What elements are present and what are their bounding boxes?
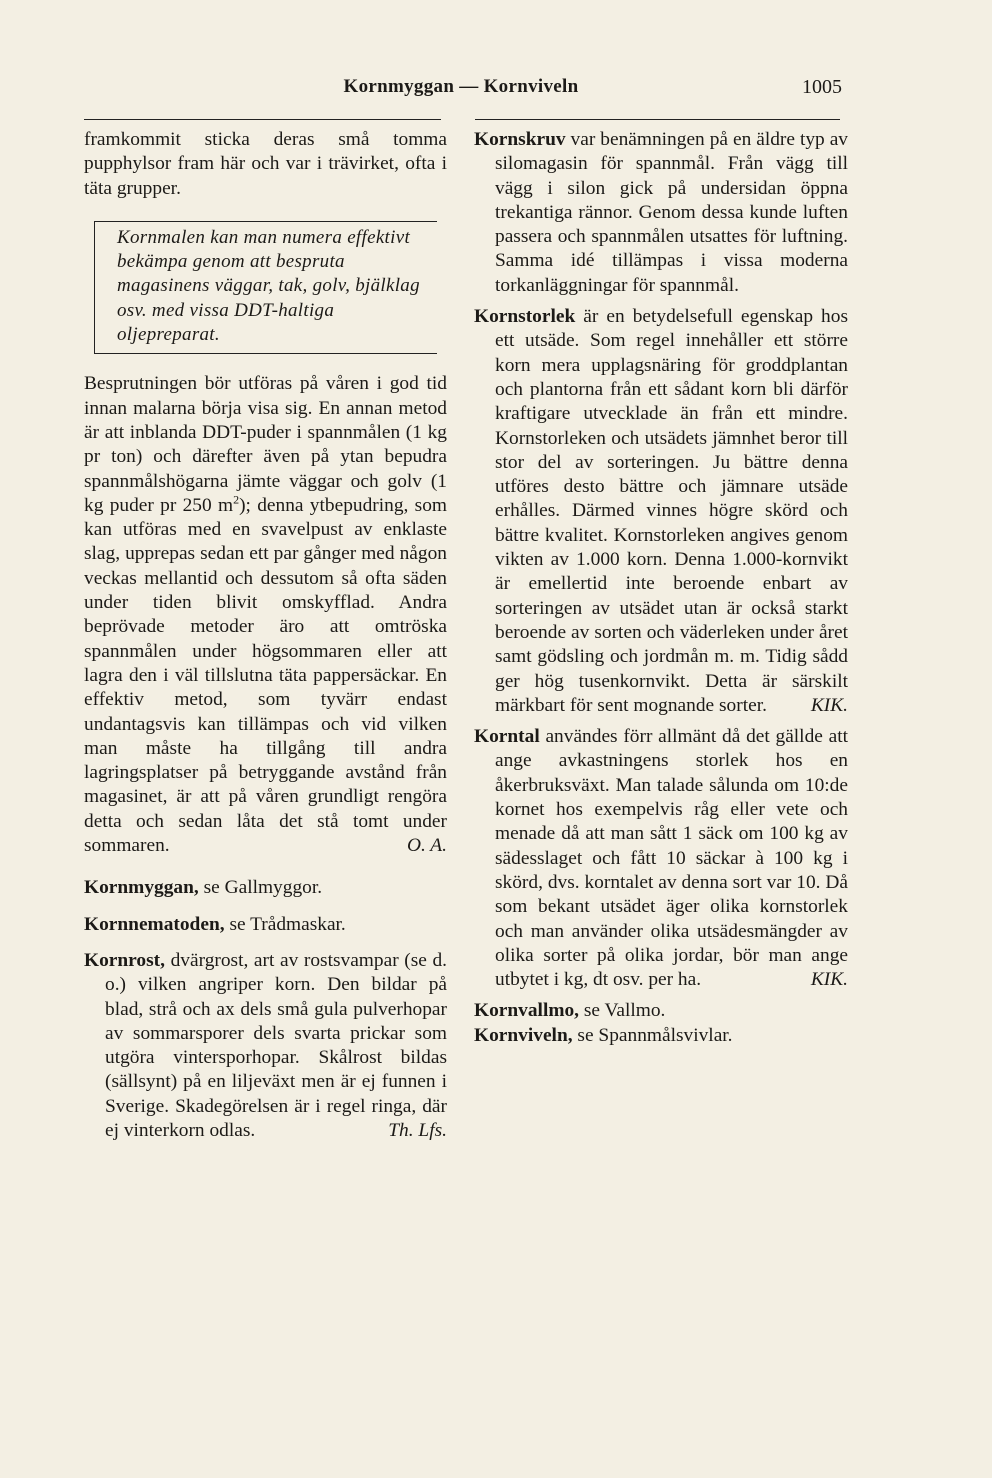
entry-kornskruv	[474, 128, 848, 298]
entry-kornnematoden	[84, 913, 447, 937]
superscript: 2	[233, 492, 240, 507]
entry-text: dvärgrost, art av rostsvampar (se d. o.) vilken angriper korn. Den bildar på blad, strå och ax dels små gula pulverhopar av sommarsporer dels svarta prickar som utgöra vintersporhopar. Skålrost bildas (sällsynt) på en liljeväxt men är ej funnen i Sverige. Skadegörelsen är i regel ringa, där ej vinterkorn odlas.	[105, 949, 447, 1141]
entry-text: användes förr allmänt då det gällde att ange avkastningens storlek hos en åkerbruksväxt. Man talade sålunda om 10:de kornet hos exempelvis råg eller vete och menade då att man sått 1 säck om 100 kg av sädesslaget och fått 10 säckar à 100 kg i skörd, dvs. korntalet av denna sort var 10. Då som bekant utsädet äger olika kornstorlek och man använder olika utsädesmängder av olika sorter på olika jordar, bör man ange utbytet i kg, dt osv. per ha.	[495, 726, 848, 991]
entry-kornrost	[84, 949, 447, 1143]
entry-term: Kornstorlek	[474, 306, 576, 328]
body-text-after-sup: ); denna ytbepudring, som kan utföras med en svavelpust av enklaste slag, upprepas sedan ett par gånger med någon veckas mellantid och dessutom så ofta säden under tiden blivit omskyfflad. Andra beprövade metoder äro att omtröska spannmålen under högsommaren eller att lagra den i väl tillslutna täta pappersäckar. En effektiv metod, som tyvärr endast undantagsvis kan tillämpas och vid vilken man måste ha tillgång till andra lagringsplatser på betryggande avstånd från magasinet, är att på våren grundligt rengöra detta och sedan låta det stå tomt under sommaren.	[84, 494, 447, 857]
entry-kornviveln	[474, 1024, 848, 1048]
running-head	[80, 76, 842, 102]
entry-term: Kornviveln,	[474, 1024, 573, 1046]
signature: KIK.	[810, 969, 848, 991]
signature: KIK.	[810, 694, 848, 716]
continuation-text: framkommit sticka deras små tomma pupphylsor fram här och var i trävirket, ofta i täta grupper.	[84, 129, 447, 199]
right-column	[474, 128, 848, 1048]
signature: O. A.	[406, 835, 447, 857]
entry-text: se Gallmyggor.	[198, 877, 323, 899]
note-text: Kornmalen kan man numera effektivt bekämpa genom att bespruta magasinens väggar, tak, golv, bjälklag osv. med vissa DDT-haltiga oljepreparat.	[117, 226, 420, 346]
page-number: 1005	[802, 76, 842, 98]
entry-korntal	[474, 725, 848, 992]
left-column	[84, 128, 447, 1143]
entry-term: Kornnematoden,	[84, 913, 225, 935]
header-rule-right	[475, 119, 840, 120]
entry-term: Kornrost,	[84, 949, 165, 971]
entry-term: Kornmyggan,	[84, 877, 199, 899]
entry-text: se Spannmålsvivlar.	[572, 1024, 733, 1046]
body-text-before-sup: Besprutningen bör utföras på våren i god tid innan malarna börja visa sig. En annan metod är att inblanda DDT-puder i spannmålen (1 kg pr ton) och därefter även på ytan bepudra spannmålshögarna jämte väggar och golv (1 kg puder pr 250 m	[84, 373, 447, 516]
entry-kornmyggan	[84, 876, 447, 900]
entry-text: se Trådmaskar.	[224, 913, 346, 935]
entry-text: se Vallmo.	[579, 1000, 666, 1022]
entry-term: Korntal	[474, 726, 540, 748]
entry-term: Kornskruv	[474, 129, 566, 150]
entry-kornstorlek	[474, 305, 848, 718]
entry-kornvallmo	[474, 999, 848, 1023]
body-paragraph	[84, 372, 447, 858]
entry-term: Kornvallmo,	[474, 1000, 580, 1022]
running-title: Kornmyggan — Kornviveln	[343, 76, 579, 97]
entry-text: var benämningen på en äldre typ av silomagasin för spannmål. Från vägg till vägg i silon gick på undersidan öppna trekantiga rännor. Genom dessa kunde luften passera och spannmålen utsattes för luftning. Samma idé tillämpas i vissa moderna torkanläggningar för spannmål.	[495, 129, 848, 296]
header-rule-left	[84, 119, 441, 120]
signature: Th. Lfs.	[388, 1119, 447, 1141]
note-box	[94, 221, 437, 354]
entry-text: är en betydelsefull egenskap hos ett utsäde. Som regel innehåller ett större korn mera upplagsnäring för groddplantan och plantorna från ett sådant korn bli därför kraftigare utvecklade än från ett mindre. Kornstorleken och utsädets jämnhet beror till stor del av sorteringen. Ju bättre denna utföres desto bättre och jämnare utsäde erhålles. Därmed vinnes högre skörd och bättre kvalitet. Kornstorleken angives genom vikten av 1.000 korn. Denna 1.000-kornvikt är emellertid inte beroende enbart av sorteringen av utsädet utan är också starkt beroende av sorten och väderleken under året samt gödsling och jordmån m. m. Tidig sådd ger hög tusenkornvikt. Detta är särskilt märkbart för sent mognande sorter.	[495, 306, 848, 716]
